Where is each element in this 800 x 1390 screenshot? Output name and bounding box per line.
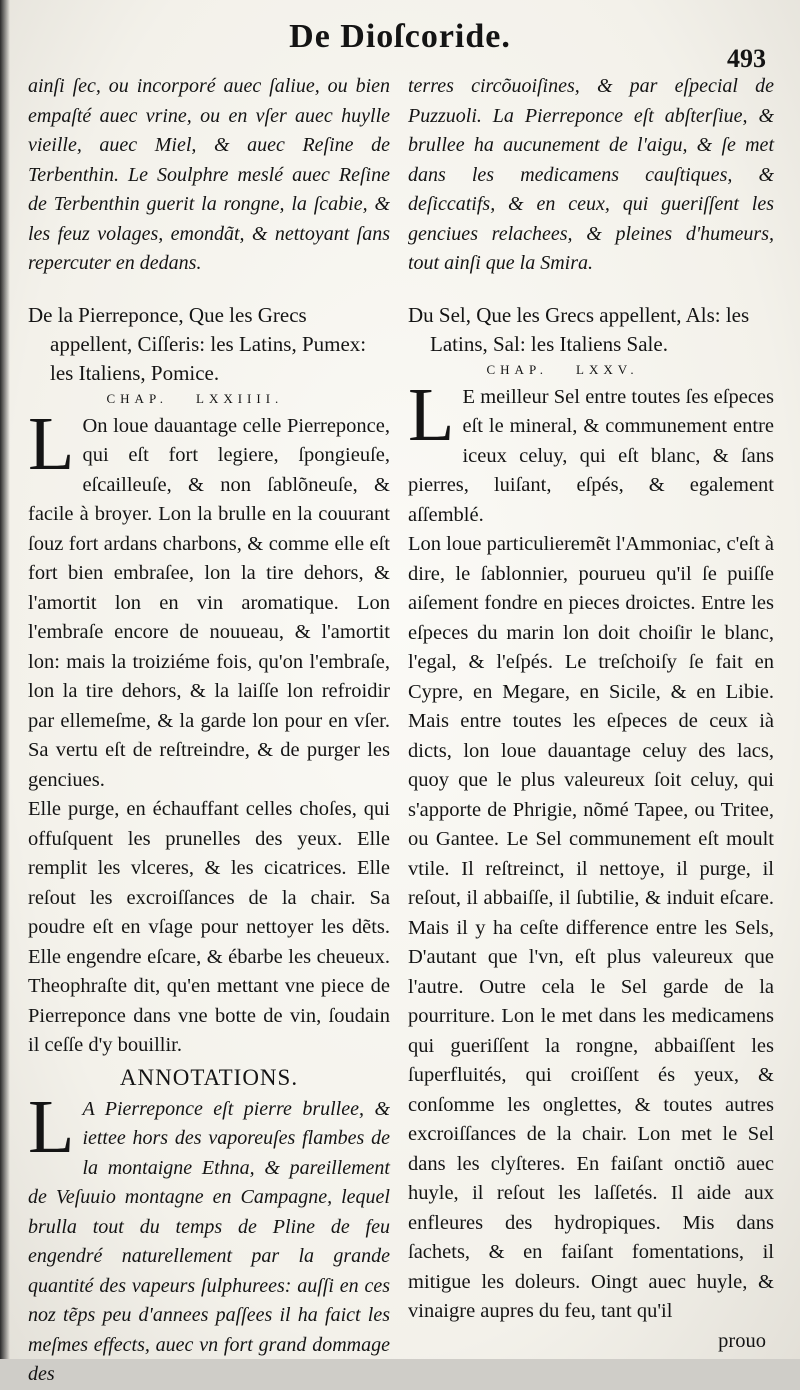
chapter-74-paragraph-1: On loue dauantage celle Pierreponce, qui eſt fort legiere, ſpongieuſe, eſcailleuſe, & non ſablõneuſe, & facile à broyer. Lon la brulle en la couurant ſouz fort ardans charbons, & comme elle eſt fort bien embraſee, lon la tire dehors, & l'amortit lon en vin aromatique. Lon l'embraſe encore de nouueau, & l'amortit lon: mais la troiziéme fois, qu'on l'embraſe, lon la tire dehors, & la laiſſe lon refroidir par ellemeſme, & la garde lon pour en vſer. Sa vertu eſt de reſtreindre, & de purger les genciues.	[28, 414, 390, 791]
right-intro-italic: terres circõuoiſines, & par eſpecial de Puzzuoli. La Pierreponce eſt abſterſiue, & brullee ha aucunement de l'aigu, & ſe met dans les medicamens cauſtiques, & deſiccatifs, & en ceux, qui gueriſſent les genciues relachees, & pleines d'humeurs, tout ainſi que la Smira.	[408, 75, 774, 274]
chapter-label: CHAP.	[486, 361, 548, 377]
right-column	[408, 72, 774, 1356]
chapter-74-paragraph-2: Elle purge, en échauffant celles choſes, qui offuſquent les prunelles des yeux. Elle remplit les vlceres, & les cicatrices. Elle reſout les excroiſſances de la chair. Sa poudre eſt en vſage pour nettoyer les dẽts. Elle engendre eſcare, & ébarbe les cheueux. Theophraſte dit, qu'en mettant vne piece de Pierreponce dans vne botte de vin, ſoudain il ceſſe d'y bouillir.	[28, 798, 390, 1056]
annotations-drop-cap: L	[28, 1084, 75, 1169]
left-column	[28, 72, 390, 1390]
drop-cap-initial: L	[28, 401, 75, 486]
catchword: prouo	[718, 1329, 766, 1352]
running-title: De Dioſcoride.	[289, 18, 511, 55]
chapter-75-paragraph-2: Lon loue particulieremẽt l'Ammoniac, c'eſt à dire, le ſablonnier, pourueu qu'il ſe puiſſe aiſement fondre en pieces droictes. Entre les eſpeces du marin lon doit choiſir le blanc, l'egal, & l'eſpés. Le treſchoiſy ſe fait en Cypre, en Megare, en Sicile, & en Libie. Mais entre toutes les eſpeces de ceux ià dicts, lon loue dauantage celuy des lacs, quoy que le plus valeureux ſoit celuy, qui s'apporte de Phrigie, nõmé Tapee, ou Tritee, ou Gantee. Le Sel communement eſt moult vtile. Il reſtreinct, il nettoye, il purge, il reſout, il abbaiſſe, il ſubtilie, & induit eſcare. Mais il y ha ceſte difference entre les Sels, D'autant que l'vn, eſt plus valeureux que l'autre. Outre cela le Sel garde de la pourriture. Lon le met dans les medicamens qui gueriſſent la rongne, abbaiſſent les ſuperfluités, qui croiſſent és yeux, & conſomme les onglettes, & toutes autres excroiſſances de la chair. Lon met le Sel dans les clyſteres. En faiſant onctiõ auec huyle, il reſout les laſſetés. Il aide aux enfleures des hydropiques. Mis dans ſachets, & en faiſant fomentations, il mitigue les doleurs. Oingt auec huyle, & vinaigre aupres du feu, tant qu'il	[408, 533, 774, 1322]
chapter-title-pierreponce: De la Pierreponce, Que les Grecs appellent, Ciſſeris: les Latins, Pumex: les Italiens, Pomice.	[28, 302, 367, 385]
chapter-number: LXXV.	[576, 361, 639, 377]
page-number: 493	[727, 44, 766, 73]
binding-gutter-shadow	[0, 0, 10, 1359]
chapter-number: LXXIIII.	[196, 390, 284, 406]
chapter-title-sel: Du Sel, Que les Grecs appellent, Als: les Latins, Sal: les Italiens Sale.	[408, 302, 750, 356]
chapter-heading-75	[408, 361, 774, 379]
drop-cap-initial: L	[408, 372, 455, 457]
chapter-label: CHAP.	[106, 390, 168, 406]
left-intro-italic: ainſi ſec, ou incorporé auec ſaliue, ou bien empaſté auec vrine, ou en vſer auec huylle vieille, auec Miel, & auec Reſine de Terbenthin. Le Soulphre meslé auec Reſine de Terbenthin guerit la rongne, la ſcabie, & les feuz volages, emondãt, & nettoyant ſans repercuter en dedans.	[28, 75, 390, 274]
chapter-75-paragraph-1: E meilleur Sel entre toutes ſes eſpeces eſt le mineral, & communement entre iceux celuy, qui eſt blanc, & ſans pierres, luiſant, eſpés, & egalement aſſemblé.	[408, 385, 774, 526]
chapter-heading-74	[28, 390, 390, 408]
annotations-heading: ANNOTATIONS.	[119, 1064, 299, 1090]
annotations-text: A Pierreponce eſt pierre brullee, & iettee hors des vaporeuſes flambes de la montaigne Ethna, & pareillement de Veſuuio montagne en Campagne, lequel brulla tout du temps de Pline de feu engendré naturellement par la grande quantité des vapeurs ſulphurees: auſſi en ces noz tẽps peu d'annees paſſees il ha faict les meſmes effects, auec vn fort grand dommage des	[28, 1097, 390, 1385]
